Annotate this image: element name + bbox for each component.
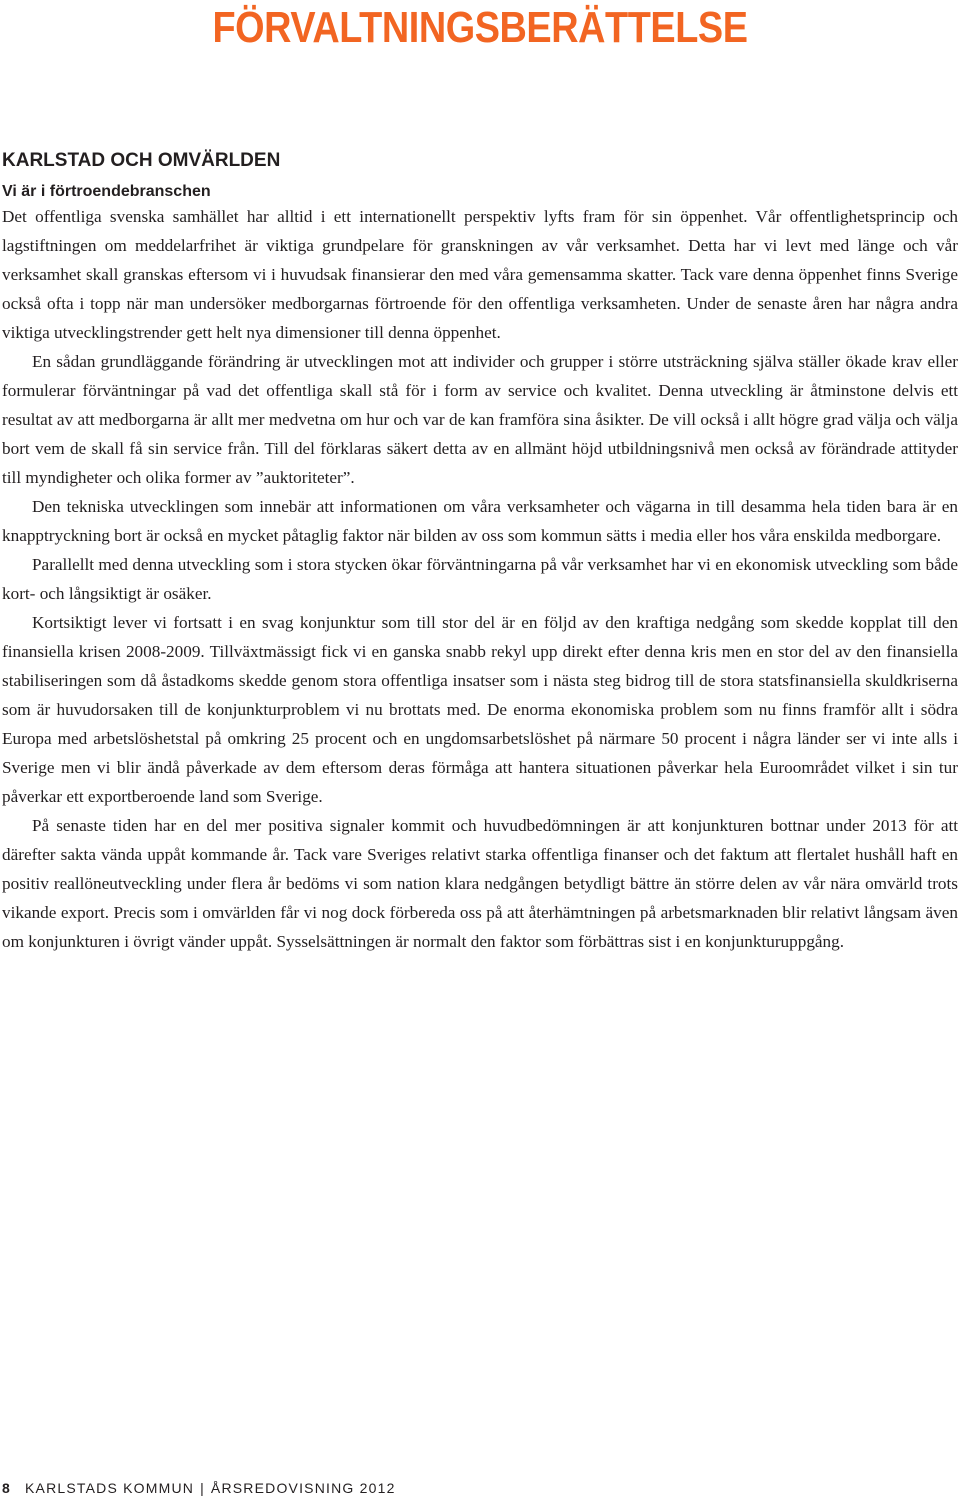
footer-publication: ÅRSREDOVISNING 2012 [210, 1480, 396, 1496]
paragraph-5: Kortsiktigt lever vi fortsatt i en svag konjunktur som till stor del är en följd av den kraftiga nedgång som skedde kopplat till den finansiella krisen 2008-2009. Tillväxtmässigt fick vi en ganska snabb rekyl upp direkt efter denna kris men en stor del av den finansiella stabiliseringen som då åstadkoms skedde genom stora offentliga insatser som i nästa steg bidrog till de stora statsfinansiella skuldkriserna som är huvudorsaken till de konjunkturproblem vi nu brottats med. De enorma ekonomiska problem som nu finns framför allt i södra Europa med arbetslöshetstal på omkring 25 procent och en ungdomsarbetslöshet på närmare 50 procent i några länder ser vi inte alls i Sverige men vi blir ändå påverkade av dem eftersom deras förmåga att hantera situationen påverkar hela Euroområdet vilket i sin tur påverkar ett exportberoende land som Sverige. [2, 613, 958, 806]
paragraph-6: På senaste tiden har en del mer positiva signaler kommit och huvudbedömningen är att konjunkturen bottnar under 2013 för att därefter sakta vända uppåt kommande år. Tack vare Sveriges relativt starka offentliga finanser och det faktum att flertalet hushåll haft en positiv reallöneutveckling under flera år bedöms vi som nation klara nedgången betydligt bättre än större delen av vår nära omvärld trots vikande export. Precis som i omvärlden får vi nog dock förbereda oss på att återhämtningen på arbetsmarknaden blir relativt långsam även om konjunkturen i övrigt vänder uppåt. Sysselsättningen är normalt den faktor som förbättras sist i en konjunkturuppgång. [2, 816, 958, 951]
footer-publisher: KARLSTADS KOMMUN [25, 1480, 195, 1496]
page-footer [2, 1478, 396, 1498]
page-number: 8 [2, 1480, 11, 1496]
footer-separator: | [200, 1480, 205, 1496]
page-heading: FÖRVALTNINGSBERÄTTELSE [212, 3, 748, 52]
paragraph-2: En sådan grundläggande förändring är utvecklingen mot att individer och grupper i större utsträckning själva ställer ökade krav eller formulerar förväntningar på vad det offentliga skall stå för i form av service och kvalitet. Denna utveckling är åtminstone delvis ett resultat av att medborgarna är allt mer medvetna om hur och var de kan framföra sina åsikter. De vill också i allt högre grad välja och välja bort vem de skall få sin service från. Till del förklaras säkert detta av en allmänt höjd utbildningsnivå men också av förändrade attityder till myndigheter och olika former av ”auktoriteter”. [2, 352, 958, 487]
paragraph-1: Det offentliga svenska samhället har alltid i ett internationellt perspektiv lyfts fram för sin öppenhet. Vår offentlighetsprincip och lagstiftningen om meddelarfrihet är viktiga grundpelare för granskningen av vår verksamhet. Detta har vi levt med länge och vår verksamhet skall granskas eftersom vi i huvudsak finansierar den med våra gemensamma skatter. Tack vare denna öppenhet finns Sverige också ofta i topp när man undersöker medborgarnas förtroende för den offentliga verksamheten. Under de senaste åren har några andra viktiga utvecklingstrender gett helt nya dimensioner till denna öppenhet. [2, 207, 958, 342]
section-subtitle: Vi är i förtroendebranschen [2, 183, 211, 200]
body-text [2, 202, 958, 956]
section-title: KARLSTAD OCH OMVÄRLDEN [2, 150, 281, 171]
paragraph-3: Den tekniska utvecklingen som innebär att informationen om våra verksamheter och vägarna in till desamma hela tiden bara är en knapptryckning bort är också en mycket påtaglig faktor när bilden av oss som kommun sätts i media eller hos våra enskilda medborgare. [2, 497, 958, 545]
paragraph-4: Parallellt med denna utveckling som i stora stycken ökar förväntningarna på vår verksamhet har vi en ekonomisk utveckling som både kort- och långsiktigt är osäker. [2, 555, 958, 603]
